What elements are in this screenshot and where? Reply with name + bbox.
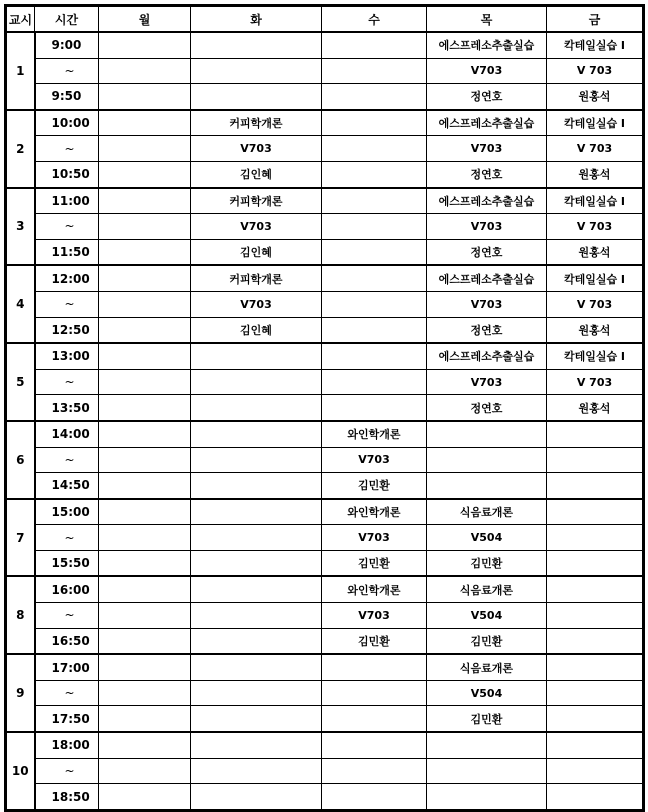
cell-mon-instructor <box>99 706 191 732</box>
cell-thu-instructor: 김민환 <box>427 706 547 732</box>
cell-thu-instructor <box>427 473 547 499</box>
cell-thu-course: 에스프레소추출실습 <box>427 343 547 369</box>
cell-thu-instructor: 정연호 <box>427 317 547 343</box>
cell-wed-course <box>322 188 427 214</box>
time-separator: ~ <box>35 58 99 84</box>
cell-thu-room: V703 <box>427 291 547 317</box>
period-block <box>6 732 644 810</box>
cell-thu-course: 에스프레소추출실습 <box>427 265 547 291</box>
cell-fri-instructor: 원홍석 <box>547 395 644 421</box>
cell-fri-room: V 703 <box>547 369 644 395</box>
cell-wed-room <box>322 58 427 84</box>
cell-thu-room: V703 <box>427 58 547 84</box>
table-row <box>6 214 644 240</box>
time-end: 18:50 <box>35 784 99 811</box>
cell-fri-room: V 703 <box>547 291 644 317</box>
cell-wed-room <box>322 369 427 395</box>
cell-tue-instructor <box>191 395 322 421</box>
cell-fri-course <box>547 421 644 447</box>
table-row <box>6 395 644 421</box>
cell-wed-course <box>322 654 427 680</box>
cell-fri-instructor <box>547 706 644 732</box>
cell-mon-course <box>99 32 191 58</box>
table-row <box>6 317 644 343</box>
table-row <box>6 758 644 784</box>
cell-tue-course: 커피학개론 <box>191 188 322 214</box>
cell-thu-room: V504 <box>427 525 547 551</box>
cell-fri-room: V 703 <box>547 136 644 162</box>
table-row <box>6 784 644 811</box>
cell-wed-course: 와인학개론 <box>322 499 427 525</box>
cell-tue-instructor: 김인혜 <box>191 239 322 265</box>
cell-thu-room: V504 <box>427 603 547 629</box>
time-start: 9:00 <box>35 32 99 58</box>
cell-mon-room <box>99 603 191 629</box>
period-block <box>6 343 644 421</box>
cell-tue-room <box>191 525 322 551</box>
table-row <box>6 110 644 136</box>
table-row <box>6 550 644 576</box>
header-period: 교시 <box>6 6 35 33</box>
cell-tue-instructor <box>191 550 322 576</box>
cell-fri-instructor <box>547 473 644 499</box>
cell-fri-room: V 703 <box>547 58 644 84</box>
time-start: 13:00 <box>35 343 99 369</box>
table-row <box>6 654 644 680</box>
cell-fri-instructor <box>547 784 644 811</box>
time-start: 18:00 <box>35 732 99 758</box>
header-day-fri: 금 <box>547 6 644 33</box>
cell-tue-course: 커피학개론 <box>191 110 322 136</box>
cell-fri-course <box>547 732 644 758</box>
cell-fri-course: 칵테일실습 I <box>547 343 644 369</box>
cell-wed-room <box>322 291 427 317</box>
period-number: 6 <box>6 421 35 499</box>
period-block <box>6 576 644 654</box>
cell-wed-instructor: 김민환 <box>322 473 427 499</box>
cell-fri-instructor <box>547 550 644 576</box>
cell-wed-instructor <box>322 784 427 811</box>
cell-wed-instructor <box>322 239 427 265</box>
cell-tue-course <box>191 343 322 369</box>
class-timetable <box>4 4 645 812</box>
cell-mon-instructor <box>99 161 191 187</box>
cell-fri-course <box>547 499 644 525</box>
period-number: 7 <box>6 499 35 577</box>
time-start: 10:00 <box>35 110 99 136</box>
time-separator: ~ <box>35 447 99 473</box>
cell-wed-instructor <box>322 395 427 421</box>
cell-thu-room: V703 <box>427 214 547 240</box>
cell-thu-room: V504 <box>427 680 547 706</box>
cell-fri-course: 칵테일실습 I <box>547 265 644 291</box>
cell-tue-instructor <box>191 84 322 110</box>
cell-wed-room: V703 <box>322 525 427 551</box>
time-end: 12:50 <box>35 317 99 343</box>
time-separator: ~ <box>35 525 99 551</box>
header-day-wed: 수 <box>322 6 427 33</box>
cell-mon-instructor <box>99 628 191 654</box>
table-row <box>6 343 644 369</box>
time-separator: ~ <box>35 369 99 395</box>
time-separator: ~ <box>35 758 99 784</box>
time-separator: ~ <box>35 680 99 706</box>
cell-wed-room <box>322 214 427 240</box>
cell-wed-instructor <box>322 161 427 187</box>
cell-mon-instructor <box>99 395 191 421</box>
time-start: 11:00 <box>35 188 99 214</box>
cell-tue-room <box>191 447 322 473</box>
period-block <box>6 499 644 577</box>
cell-tue-room: V703 <box>191 136 322 162</box>
time-start: 14:00 <box>35 421 99 447</box>
cell-wed-course <box>322 343 427 369</box>
cell-thu-course <box>427 421 547 447</box>
cell-mon-course <box>99 499 191 525</box>
cell-tue-course: 커피학개론 <box>191 265 322 291</box>
cell-thu-course: 에스프레소추출실습 <box>427 32 547 58</box>
cell-tue-instructor <box>191 784 322 811</box>
cell-fri-room: V 703 <box>547 214 644 240</box>
cell-mon-instructor <box>99 317 191 343</box>
cell-tue-course <box>191 576 322 602</box>
cell-tue-course <box>191 421 322 447</box>
cell-mon-course <box>99 188 191 214</box>
period-number: 10 <box>6 732 35 810</box>
table-row <box>6 447 644 473</box>
cell-fri-room <box>547 680 644 706</box>
period-number: 2 <box>6 110 35 188</box>
cell-thu-instructor: 정연호 <box>427 239 547 265</box>
cell-wed-instructor <box>322 706 427 732</box>
time-end: 10:50 <box>35 161 99 187</box>
cell-thu-course: 식음료개론 <box>427 654 547 680</box>
cell-tue-course <box>191 732 322 758</box>
time-start: 15:00 <box>35 499 99 525</box>
header-day-tue: 화 <box>191 6 322 33</box>
table-row <box>6 603 644 629</box>
period-block <box>6 110 644 188</box>
cell-wed-room <box>322 680 427 706</box>
cell-mon-room <box>99 58 191 84</box>
cell-wed-instructor: 김민환 <box>322 628 427 654</box>
table-row <box>6 239 644 265</box>
time-separator: ~ <box>35 603 99 629</box>
cell-mon-course <box>99 265 191 291</box>
cell-fri-course: 칵테일실습 I <box>547 110 644 136</box>
cell-mon-instructor <box>99 784 191 811</box>
period-block <box>6 32 644 110</box>
cell-thu-course: 식음료개론 <box>427 499 547 525</box>
table-row <box>6 421 644 447</box>
cell-fri-instructor: 원홍석 <box>547 317 644 343</box>
table-row <box>6 473 644 499</box>
cell-tue-instructor <box>191 473 322 499</box>
cell-fri-room <box>547 603 644 629</box>
time-separator: ~ <box>35 214 99 240</box>
time-start: 17:00 <box>35 654 99 680</box>
table-row <box>6 576 644 602</box>
time-end: 14:50 <box>35 473 99 499</box>
period-block <box>6 654 644 732</box>
table-row <box>6 265 644 291</box>
cell-mon-room <box>99 758 191 784</box>
cell-thu-instructor: 정연호 <box>427 84 547 110</box>
cell-mon-room <box>99 214 191 240</box>
cell-wed-room <box>322 136 427 162</box>
period-block <box>6 421 644 499</box>
header-time: 시간 <box>35 6 99 33</box>
cell-fri-room <box>547 525 644 551</box>
cell-mon-course <box>99 421 191 447</box>
header-row <box>6 6 644 33</box>
cell-thu-instructor: 정연호 <box>427 161 547 187</box>
cell-thu-instructor: 김민환 <box>427 550 547 576</box>
period-number: 9 <box>6 654 35 732</box>
table-row <box>6 58 644 84</box>
table-row <box>6 732 644 758</box>
cell-fri-instructor: 원홍석 <box>547 239 644 265</box>
table-row <box>6 628 644 654</box>
cell-mon-course <box>99 654 191 680</box>
table-row <box>6 32 644 58</box>
table-row <box>6 84 644 110</box>
cell-mon-course <box>99 343 191 369</box>
time-end: 16:50 <box>35 628 99 654</box>
cell-wed-course <box>322 110 427 136</box>
period-number: 8 <box>6 576 35 654</box>
time-start: 16:00 <box>35 576 99 602</box>
cell-tue-room <box>191 369 322 395</box>
table-row <box>6 188 644 214</box>
time-start: 12:00 <box>35 265 99 291</box>
cell-thu-room <box>427 758 547 784</box>
period-block <box>6 188 644 266</box>
timetable-sheet <box>4 4 642 812</box>
cell-fri-room <box>547 447 644 473</box>
cell-tue-room <box>191 58 322 84</box>
cell-thu-instructor <box>427 784 547 811</box>
cell-tue-course <box>191 32 322 58</box>
cell-mon-room <box>99 291 191 317</box>
time-end: 17:50 <box>35 706 99 732</box>
period-number: 5 <box>6 343 35 421</box>
cell-mon-course <box>99 732 191 758</box>
cell-thu-instructor: 김민환 <box>427 628 547 654</box>
time-separator: ~ <box>35 136 99 162</box>
cell-tue-instructor: 김인혜 <box>191 161 322 187</box>
cell-mon-instructor <box>99 473 191 499</box>
cell-tue-room: V703 <box>191 214 322 240</box>
cell-wed-course: 와인학개론 <box>322 421 427 447</box>
cell-tue-instructor <box>191 628 322 654</box>
cell-fri-course <box>547 654 644 680</box>
cell-tue-room <box>191 603 322 629</box>
cell-mon-room <box>99 136 191 162</box>
cell-thu-course <box>427 732 547 758</box>
table-row <box>6 525 644 551</box>
cell-wed-course <box>322 732 427 758</box>
table-row <box>6 136 644 162</box>
cell-tue-room <box>191 758 322 784</box>
period-number: 4 <box>6 265 35 343</box>
time-separator: ~ <box>35 291 99 317</box>
time-end: 13:50 <box>35 395 99 421</box>
cell-tue-room <box>191 680 322 706</box>
table-row <box>6 706 644 732</box>
cell-tue-course <box>191 654 322 680</box>
cell-fri-instructor <box>547 628 644 654</box>
cell-thu-course: 식음료개론 <box>427 576 547 602</box>
cell-thu-course: 에스프레소추출실습 <box>427 110 547 136</box>
time-end: 9:50 <box>35 84 99 110</box>
cell-fri-course <box>547 576 644 602</box>
time-end: 11:50 <box>35 239 99 265</box>
table-row <box>6 369 644 395</box>
cell-tue-room: V703 <box>191 291 322 317</box>
cell-mon-instructor <box>99 239 191 265</box>
period-block <box>6 265 644 343</box>
cell-mon-instructor <box>99 550 191 576</box>
cell-fri-course: 칵테일실습 I <box>547 188 644 214</box>
cell-wed-course <box>322 265 427 291</box>
cell-mon-room <box>99 680 191 706</box>
cell-wed-course <box>322 32 427 58</box>
cell-thu-room: V703 <box>427 136 547 162</box>
cell-wed-room: V703 <box>322 447 427 473</box>
table-row <box>6 291 644 317</box>
cell-wed-instructor: 김민환 <box>322 550 427 576</box>
table-row <box>6 161 644 187</box>
header-day-thu: 목 <box>427 6 547 33</box>
cell-mon-course <box>99 576 191 602</box>
cell-fri-room <box>547 758 644 784</box>
cell-fri-course: 칵테일실습 I <box>547 32 644 58</box>
cell-thu-room <box>427 447 547 473</box>
cell-mon-instructor <box>99 84 191 110</box>
cell-fri-instructor: 원홍석 <box>547 84 644 110</box>
cell-mon-room <box>99 447 191 473</box>
cell-wed-course: 와인학개론 <box>322 576 427 602</box>
period-number: 3 <box>6 188 35 266</box>
cell-mon-room <box>99 525 191 551</box>
cell-thu-instructor: 정연호 <box>427 395 547 421</box>
table-row <box>6 680 644 706</box>
cell-mon-course <box>99 110 191 136</box>
cell-wed-instructor <box>322 317 427 343</box>
table-row <box>6 499 644 525</box>
cell-wed-instructor <box>322 84 427 110</box>
cell-thu-room: V703 <box>427 369 547 395</box>
header-day-mon: 월 <box>99 6 191 33</box>
cell-wed-room: V703 <box>322 603 427 629</box>
cell-fri-instructor: 원홍석 <box>547 161 644 187</box>
period-number: 1 <box>6 32 35 110</box>
cell-wed-room <box>322 758 427 784</box>
cell-tue-instructor <box>191 706 322 732</box>
cell-tue-instructor: 김인혜 <box>191 317 322 343</box>
time-end: 15:50 <box>35 550 99 576</box>
cell-thu-course: 에스프레소추출실습 <box>427 188 547 214</box>
cell-tue-course <box>191 499 322 525</box>
cell-mon-room <box>99 369 191 395</box>
